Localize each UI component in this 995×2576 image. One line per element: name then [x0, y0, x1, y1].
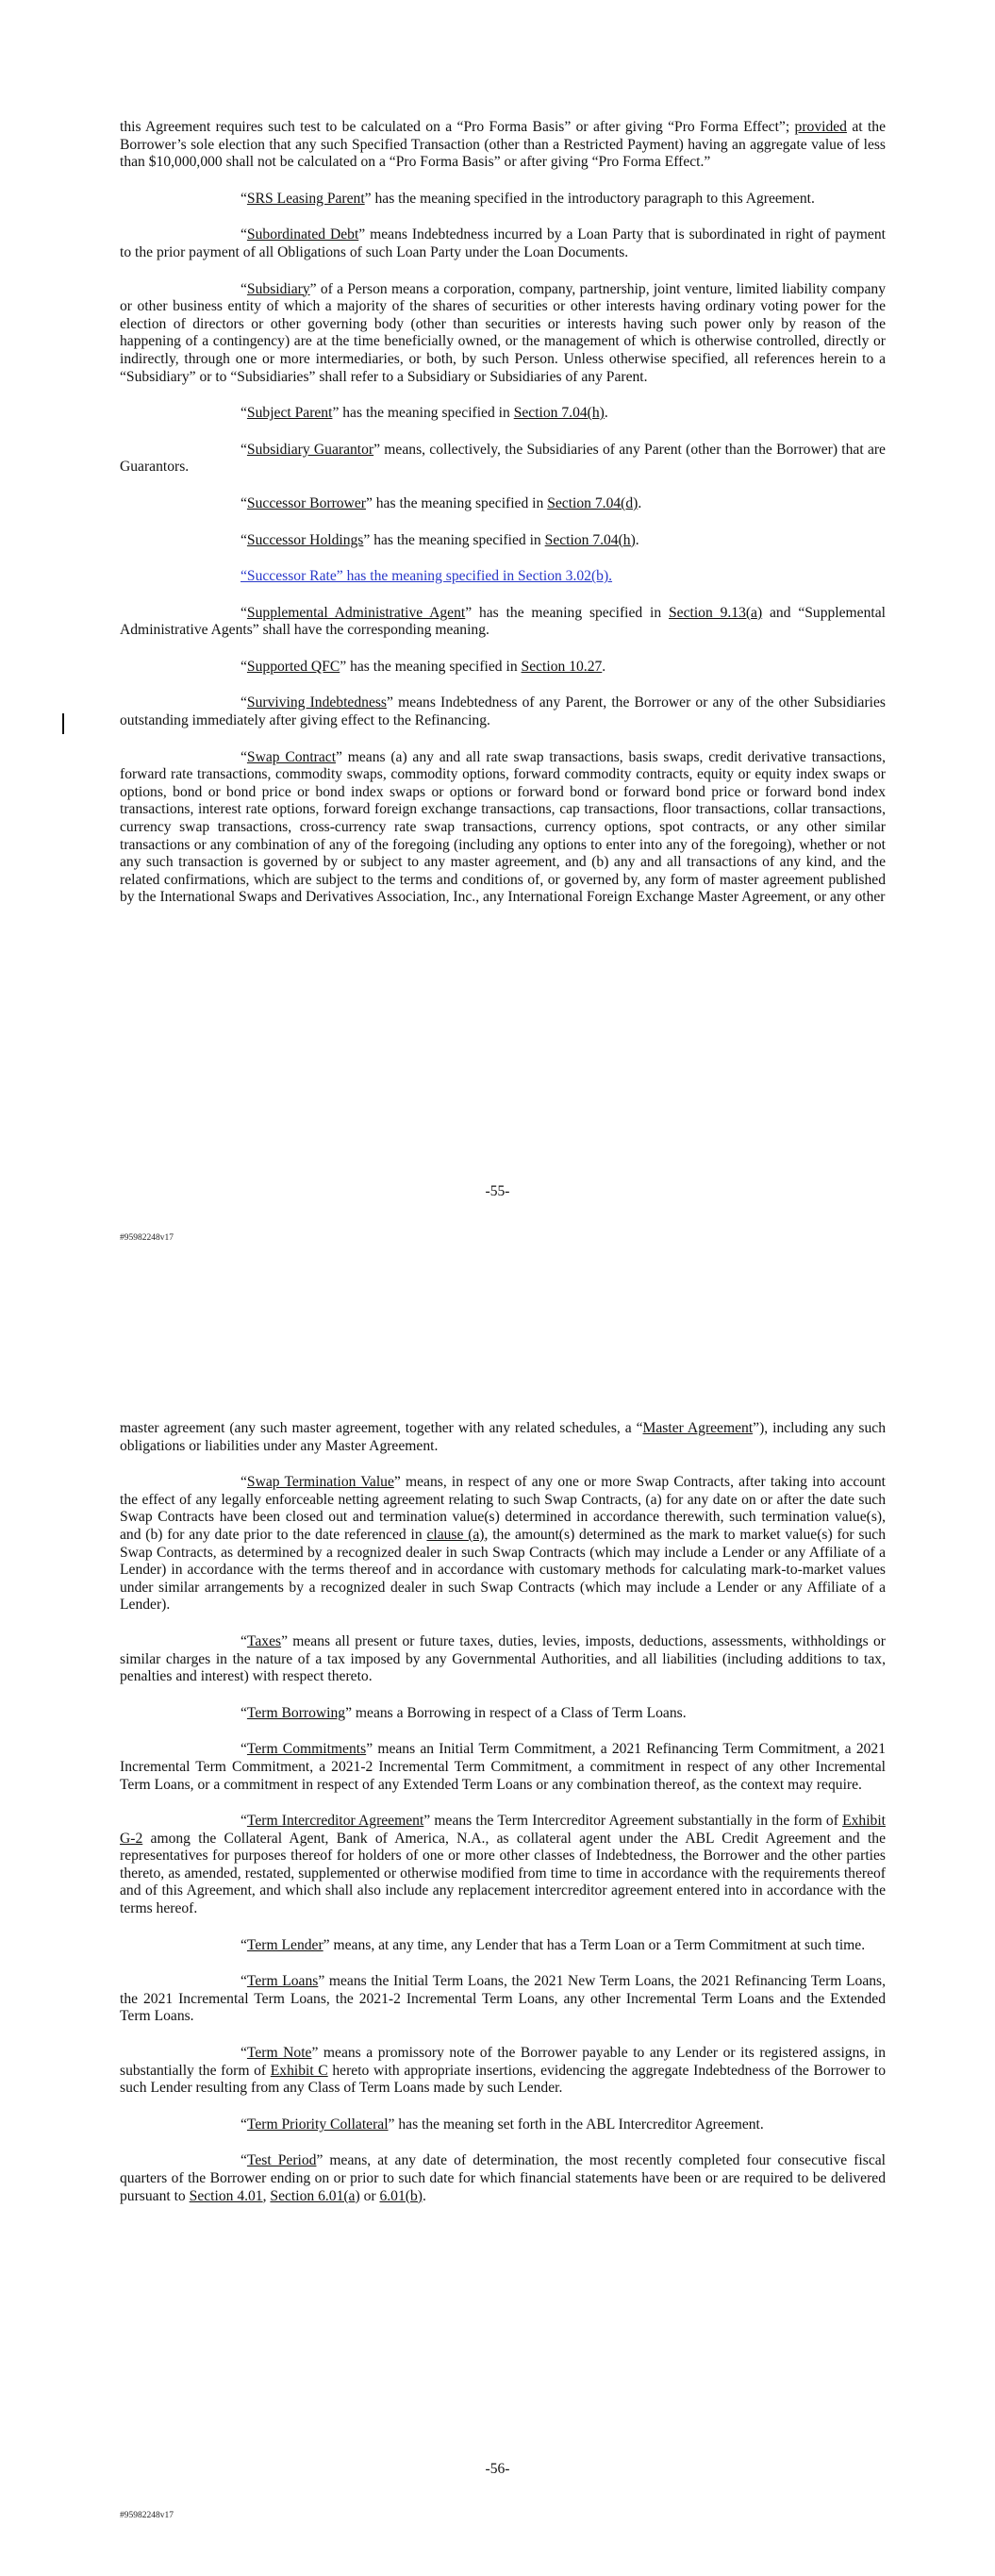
definition-supplemental-administrative-agent: “Supplemental Administrative Agent” has the meaning specified in Section 9.13(a) and “Supplemental Administrative Agents” shall have the corresponding meaning. [120, 604, 886, 639]
definition-successor-rate-inserted [120, 568, 886, 586]
section-reference: Section 6.01(a) [270, 2187, 360, 2204]
page-number: -55- [485, 1183, 510, 1199]
defined-term: Subordinated Debt [246, 226, 359, 243]
definition-successor-borrower: “Successor Borrower” has the meaning specified in Section 7.04(d). [240, 494, 642, 511]
definition-swap-contract: “Swap Contract” means (a) any and all rate swap transactions, basis swaps, credit derivative transactions, forward rate transactions, commodity swaps, commodity options, forward commodity contracts, equity or equity index swaps or options, bond or bond price or bond index swaps or options or forward bond or forward bond price or forward bond index transactions, interest rate options, forward foreign exchange transactions, cap transactions, floor transactions, collar transactions, currency swap transactions, cross-currency rate swap transactions, currency options, spot contracts, or any other similar transactions or any combination of any of the foregoing (including any options to enter into any of the foregoing), whether or not any such transaction is governed by or subject to any master agreement, and (b) any and all transactions of any kind, and the related confirmations, which are subject to the terms and conditions of, or governed by, any form of master agreement published by the International Swaps and Derivatives Association, Inc., any International Foreign Exchange Master Agreement, or any other [120, 748, 886, 906]
document-id: #95982248v17 [120, 2511, 174, 2520]
definition-swap-termination-value: “Swap Termination Value” means, in respect of any one or more Swap Contracts, after taking into account the effect of any legally enforceable netting agreement relating to such Swap Contracts, (a) for any date on or after the date such Swap Contracts have been closed out and termination value(s) determined in accordance therewith, such termination value(s), and (b) for any date prior to the date referenced in clause (a), the amount(s) determined as the mark to market value(s) for such Swap Contracts, as determined by a recognized dealer in such Swap Contracts (which may include a Lender or any Affiliate of a Lender) in accordance with the terms thereof and in accordance with customary methods for calculating mark-to-market values under similar arrangements by a recognized dealer in such Swap Contracts (which may include a Lender or any Affiliate of a Lender). [120, 1474, 886, 1614]
definition-term-note: “Term Note” means a promissory note of the Borrower payable to any Lender or its registered assigns, in substantially the form of Exhibit C hereto with appropriate insertions, evidencing the aggregate Indebtedness of the Borrower to such Lender resulting from any Class of Term Loans made by such Lender. [120, 2045, 887, 2097]
definition-term-lender: “Term Lender” means, at any time, any Lender that has a Term Loan or a Term Commitment at such time. [240, 1936, 866, 1953]
defined-term: SRS Leasing Parent [246, 190, 365, 207]
definition-test-period: “Test Period” means, at any date of determination, the most recently completed four consecutive fiscal quarters of the Borrower ending on or prior to such date for which financial statements have been or are required to be delivered pursuant to Section 4.01, Section 6.01(a) or 6.01(b). [120, 2152, 886, 2204]
defined-term: Taxes [246, 1632, 282, 1649]
defined-term: Term Commitments [246, 1741, 367, 1758]
clause-reference: clause (a) [426, 1526, 485, 1543]
defined-term: Successor Holdings [246, 531, 364, 548]
section-reference: Section 9.13(a) [668, 604, 763, 621]
defined-term: Term Intercreditor Agreement [246, 1813, 424, 1830]
definition-subsidiary: “Subsidiary” of a Person means a corporation, company, partnership, joint venture, limited liability company or other business entity of which a majority of the shares of securities or other interests having ordinary voting power for the election of directors or other governing body (other than securities or interests having such power only by reason of the happening of a contingency) are at the time beneficially owned, or the management of which is otherwise controlled, directly or indirectly, through one or more intermediaries, or both, by such Person. Unless otherwise specified, all references herein to a “Subsidiary” or to “Subsidiaries” shall refer to a Subsidiary or Subsidiaries of any Parent. [120, 280, 886, 385]
document-id: #95982248v17 [120, 1233, 174, 1243]
defined-term: Successor Borrower [246, 494, 366, 511]
definition-subject-parent: “Subject Parent” has the meaning specified in Section 7.04(h). [240, 405, 608, 422]
definition-term-borrowing: “Term Borrowing” means a Borrowing in respect of a Class of Term Loans. [240, 1704, 687, 1721]
defined-term: Swap Contract [246, 748, 337, 765]
defined-term: Subsidiary Guarantor [246, 441, 374, 458]
definition-taxes: “Taxes” means all present or future taxes, duties, levies, imposts, deductions, assessments, withholdings or similar charges in the nature of a tax imposed by any Governmental Authorities, and all liabilities (including additions to tax, penalties and interest) with respect thereto. [120, 1632, 886, 1685]
section-reference: Section 7.04(d) [547, 494, 638, 511]
page-56-body [120, 1420, 886, 2224]
definition-surviving-indebtedness: “Surviving Indebtedness” means Indebtedness of any Parent, the Borrower or any of the other Subsidiaries outstanding immediately after giving effect to the Refinancing. [120, 694, 886, 729]
definition-term-commitments: “Term Commitments” means an Initial Term Commitment, a 2021 Refinancing Term Commitment, a 2021 Incremental Term Commitment, a 2021-2 Incremental Term Commitment, a commitment in respect of any other Incremental Term Loans, or a commitment in respect of any Extended Term Loans or any combination thereof, as the context may require. [120, 1741, 887, 1793]
underlined-term: provided [794, 119, 847, 135]
definition-term-loans: “Term Loans” means the Initial Term Loans, the 2021 New Term Loans, the 2021 Refinancing Term Loans, the 2021 Incremental Term Loans, the 2021-2 Incremental Term Loans, any other Incremental Term Loans and the Extended Term Loans. [120, 1973, 887, 2025]
revision-bar [62, 713, 64, 734]
inserted-text: “Successor Rate” has the meaning specified in Section 3.02(b). [240, 568, 613, 585]
definition-successor-holdings: “Successor Holdings” has the meaning specified in Section 7.04(h). [240, 531, 639, 548]
underlined-term: Master Agreement [642, 1420, 754, 1436]
defined-term: Term Loans [246, 1973, 319, 1990]
definition-srs-leasing-parent: “SRS Leasing Parent” has the meaning specified in the introductory paragraph to this Agreement. [240, 190, 815, 207]
definition-supported-qfc: “Supported QFC” has the meaning specified in Section 10.27. [240, 658, 606, 675]
section-reference: Section 10.27 [521, 658, 603, 675]
paragraph-master-agreement-continued: master agreement (any such master agreement, together with any related schedules, a “Master Agreement”), including any such obligations or liabilities under any Master Agreement. [120, 1420, 886, 1454]
section-reference: Section 7.04(h) [513, 405, 605, 422]
defined-term: Surviving Indebtedness [246, 694, 387, 711]
section-reference: 6.01(b) [379, 2187, 423, 2204]
defined-term: Subject Parent [246, 405, 333, 422]
page-56 [0, 1288, 995, 2576]
page-number: -56- [485, 2461, 510, 2477]
definition-term-intercreditor-agreement: “Term Intercreditor Agreement” means the Term Intercreditor Agreement substantially in the form of Exhibit G-2 among the Collateral Agent, Bank of America, N.A., as collateral agent under the ABL Credit Agreement and the representatives for purposes thereof for holders of one or more other classes of Indebtedness, the Borrower and the other parties thereto, as amended, restated, supplemented or otherwise modified from time to time in accordance with the requirements thereof and of this Agreement, and which shall also include any replacement intercreditor agreement entered into in accordance with the terms hereof. [120, 1813, 886, 1917]
exhibit-reference: Exhibit C [270, 2062, 328, 2079]
paragraph-pro-forma-continued: this Agreement requires such test to be calculated on a “Pro Forma Basis” or after giving “Pro Forma Effect”; provided at the Borrower’s sole election that any such Specified Transaction (other than a Restricted Payment) having an aggregate value of less than $10,000,000 shall not be calculated on a “Pro Forma Basis” or after giving “Pro Forma Effect.” [120, 119, 886, 171]
definition-term-priority-collateral: “Term Priority Collateral” has the meaning set forth in the ABL Intercreditor Agreement. [240, 2116, 764, 2133]
exhibit-reference: Exhibit G-2 [120, 1813, 886, 1847]
defined-term: Term Priority Collateral [246, 2116, 389, 2133]
defined-term: Supported QFC [246, 658, 340, 675]
defined-term: Term Borrowing [246, 1704, 346, 1721]
defined-term: Term Lender [246, 1936, 323, 1953]
defined-term: Swap Termination Value [246, 1474, 394, 1491]
defined-term: Test Period [246, 2152, 317, 2169]
section-reference: Section 7.04(h) [544, 531, 636, 548]
defined-term: Subsidiary [246, 280, 310, 297]
definition-subsidiary-guarantor: “Subsidiary Guarantor” means, collectively, the Subsidiaries of any Parent (other than the Borrower) that are Guarantors. [120, 441, 886, 476]
definition-subordinated-debt: “Subordinated Debt” means Indebtedness incurred by a Loan Party that is subordinated in right of payment to the prior payment of all Obligations of such Loan Party under the Loan Documents. [120, 226, 886, 260]
defined-term: Term Note [246, 2045, 312, 2062]
page-55-body [120, 119, 886, 926]
defined-term: Supplemental Administrative Agent [246, 604, 466, 621]
section-reference: Section 4.01 [189, 2187, 263, 2204]
